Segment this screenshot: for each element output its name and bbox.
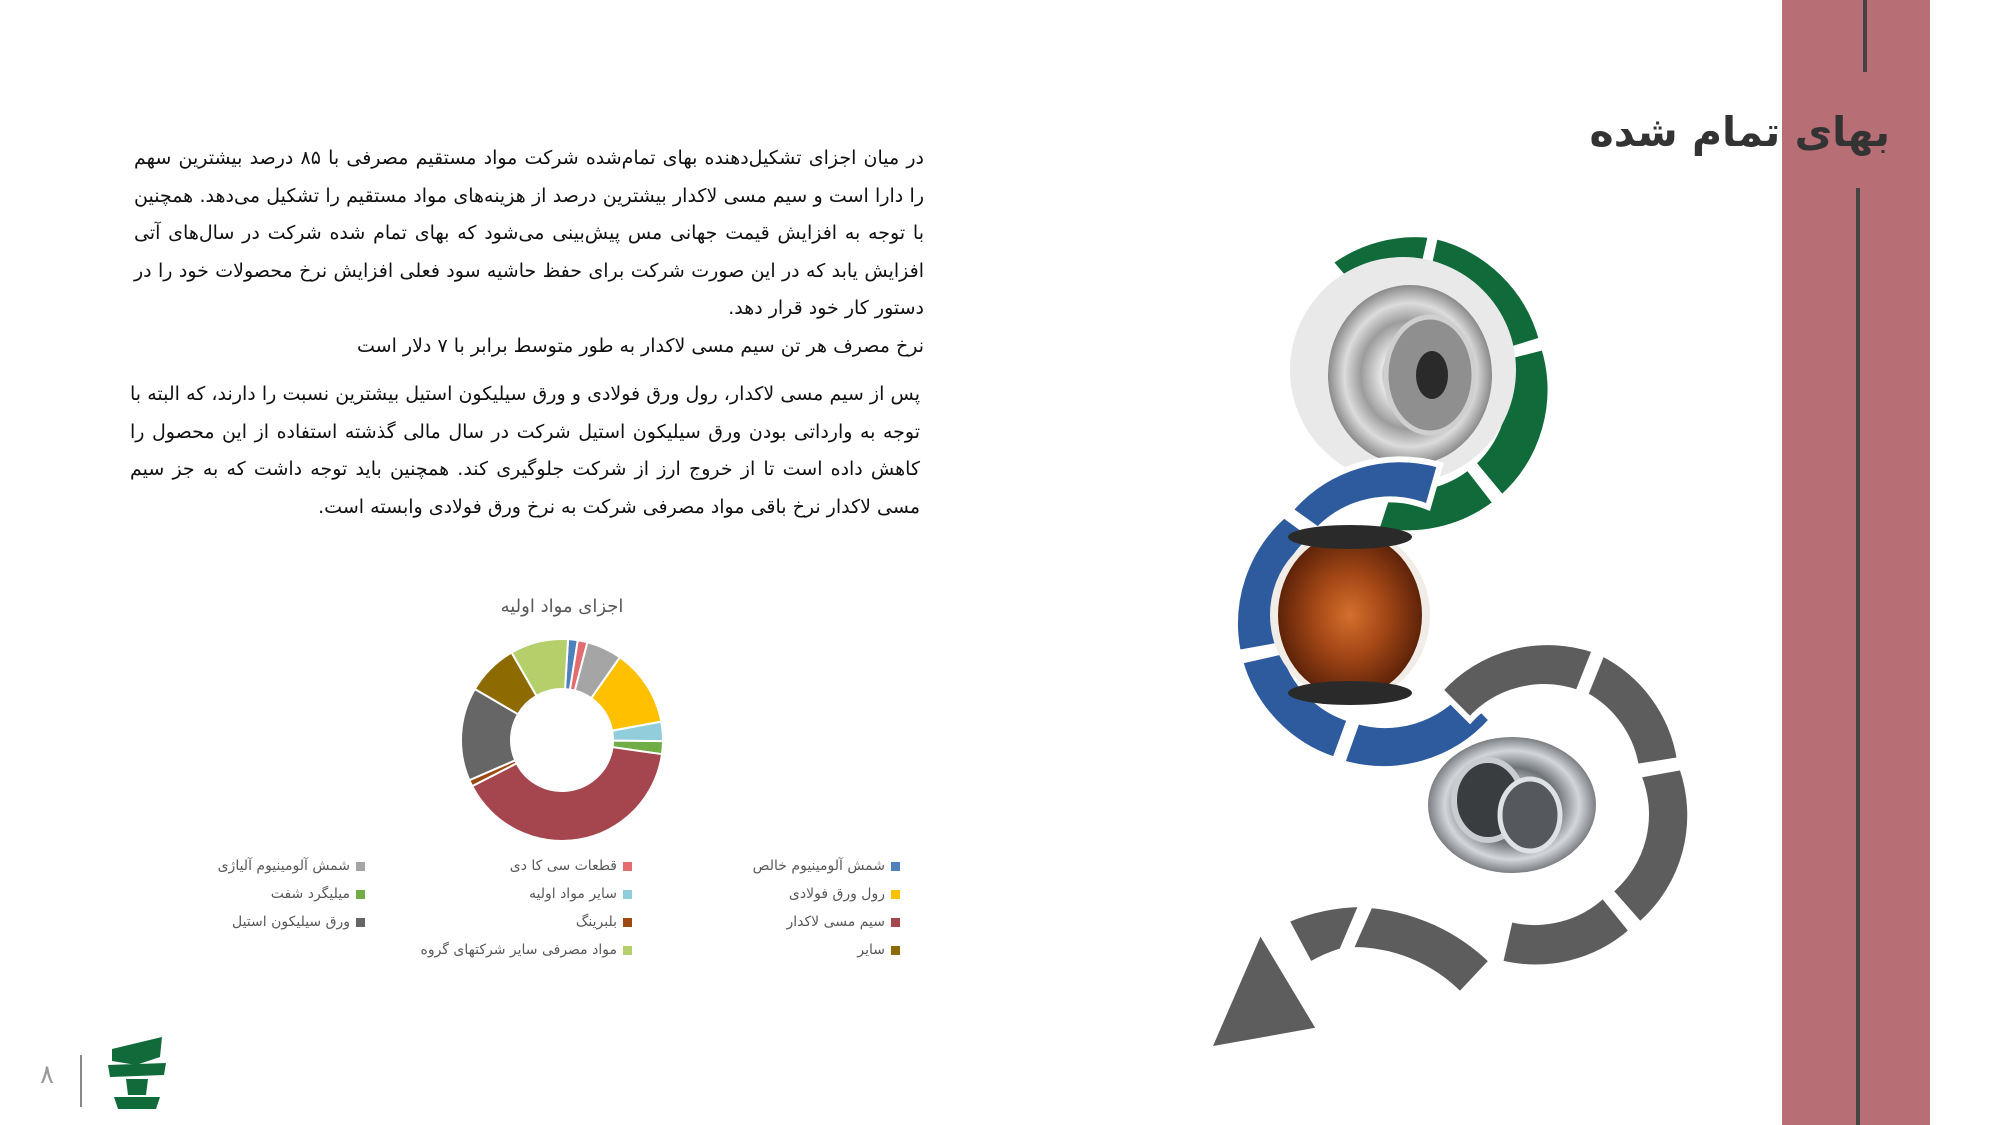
legend-label: شمش آلومینیوم خالص <box>752 858 885 874</box>
paragraph-1 <box>134 140 924 365</box>
legend-swatch <box>623 890 632 899</box>
chart-legend <box>180 858 900 978</box>
company-logo <box>106 1035 168 1113</box>
legend-swatch <box>891 918 900 927</box>
band-line-bottom <box>1856 188 1860 1125</box>
legend-label: مواد مصرفی سایر شرکتهای گروه <box>420 942 617 958</box>
legend-swatch <box>623 946 632 955</box>
legend-label: سایر مواد اولیه <box>528 886 617 902</box>
legend-label: بلبرینگ <box>575 914 617 930</box>
legend-swatch <box>356 918 365 927</box>
legend-label: سایر <box>857 942 885 958</box>
slide-title: بهای تمام شده <box>1589 108 1890 156</box>
legend-item <box>232 914 365 930</box>
legend-label: شمش آلومینیوم آلیاژی <box>217 858 350 874</box>
legend-label: میلیگرد شفت <box>270 886 350 902</box>
legend-swatch <box>623 862 632 871</box>
legend-item <box>271 886 365 902</box>
legend-item <box>529 886 632 902</box>
steel-coil-image <box>1328 285 1492 465</box>
legend-item <box>510 858 632 874</box>
legend-item <box>857 942 900 958</box>
chart-title: اجزای مواد اولیه <box>500 596 624 617</box>
legend-swatch <box>891 890 900 899</box>
page-number: ۸ <box>40 1060 54 1090</box>
legend-label: ورق سیلیکون استیل <box>231 914 350 930</box>
legend-item <box>753 858 900 874</box>
donut-chart <box>452 630 672 850</box>
silicon-steel-image <box>1424 731 1604 879</box>
paragraph-2-text: پس از سیم مسی لاکدار، رول ورق فولادی و ورق سیلیکون استیل بیشترین نسبت را دارند، که البته با توجه به وارداتی بودن ورق سیلیکون استیل شرکت در سال مالی گذشته استفاده از این محصول را کاهش داده است تا از خروج ارز از شرکت جلوگیری کند. همچنین باید توجه داشت که به جز سیم مسی لاکدار نرخ باقی مواد مصرفی شرکت به نرخ ورق فولادی وابسته است. <box>130 383 920 518</box>
paragraph-2 <box>130 376 920 526</box>
legend-swatch <box>623 918 632 927</box>
paragraph-1-rate-line: نرخ مصرف هر تن سیم مسی لاکدار به طور متوسط برابر با ۷ دلار است <box>357 334 924 357</box>
legend-item <box>420 942 632 958</box>
legend-label: رول ورق فولادی <box>788 886 885 902</box>
materials-infographic <box>1200 215 1720 1065</box>
legend-swatch <box>891 862 900 871</box>
legend-item <box>576 914 632 930</box>
footer-divider <box>80 1055 82 1107</box>
legend-swatch <box>356 890 365 899</box>
legend-swatch <box>891 946 900 955</box>
legend-swatch <box>356 862 365 871</box>
legend-item <box>787 914 900 930</box>
legend-item <box>218 858 365 874</box>
legend-item <box>789 886 900 902</box>
paragraph-1-text: در میان اجزای تشکیل‌دهنده بهای تمام‌شده شرکت مواد مستقیم مصرفی با ۸۵ درصد بیشترین سهم را دارا است و سیم مسی لاکدار بیشترین درصد از هزینه‌های مواد مستقیم را تشکیل می‌دهد. همچنین با توجه به افزایش قیمت جهانی مس پیش‌بینی می‌شود که بهای تمام شده شرکت در سال‌های آتی افزایش یابد که در این صورت شرکت برای حفظ حاشیه سود فعلی افزایش نرخ محصولات خود را در دستور کار خود قرار دهد. <box>134 147 925 319</box>
band-line-top <box>1863 0 1867 72</box>
legend-label: قطعات سی کا دی <box>509 858 617 874</box>
legend-label: سیم مسی لاکدار <box>786 914 885 930</box>
